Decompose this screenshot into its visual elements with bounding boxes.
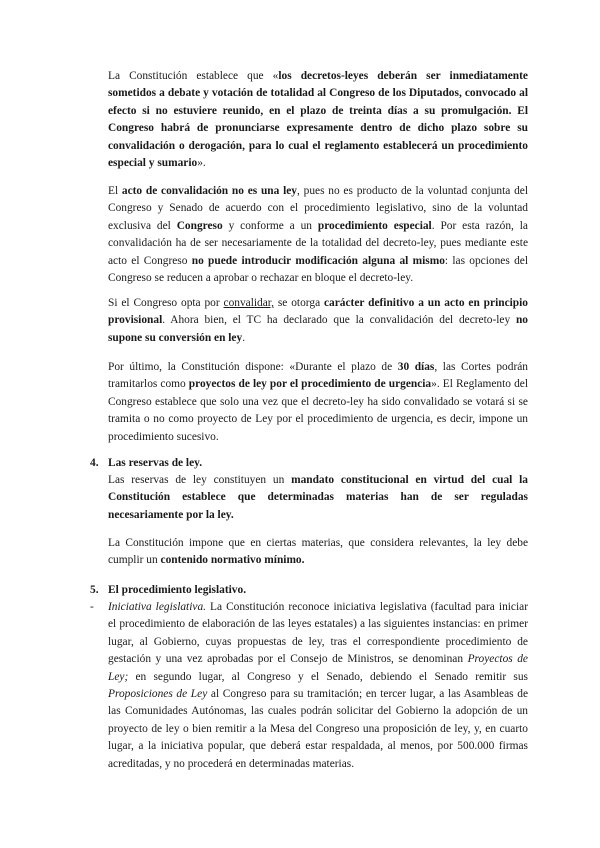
paragraph-reserva-ley: Las reservas de ley constituyen un mandato constitucional en virtud del cual la Constitución establece que determinadas materias han de ser reguladas necesariamente por la ley. bbox=[108, 474, 529, 521]
paragraph-urgency-procedure: Por último, la Constitución dispone: «Durante el plazo de 30 días, las Cortes podrán tramitarlos como proyectos de ley por el procedimiento de urgencia». El Reglamento del Congreso establece que solo una vez que el decreto-ley ha sido convalidado se votará si se tramita o no como proyecto de Ley por el procedimiento de urgencia, es decir, impone un procedimiento sucesivo. bbox=[108, 361, 528, 443]
paragraph-convalidation-act: El acto de convalidación no es una ley, pues no es producto de la voluntad conjunta del Congreso y Senado de acuerdo con el procedimiento legislativo, sino de la voluntad exclusiva del Congreso y conforme a un procedimiento especial. Por esta razón, la convalidación ha de ser necesariamente de la totalidad del decreto-ley, pues mediante este acto el Congreso no puede introducir modificación alguna al mismo: las opciones del Congreso se reducen a aprobar o rechazar en bloque el decreto-ley. bbox=[108, 185, 528, 285]
section-heading-4: 4. Las reservas de ley. bbox=[90, 457, 203, 469]
list-bullet: - bbox=[90, 601, 94, 613]
paragraph-iniciativa-legislativa: Iniciativa legislativa. La Constitución reconoce iniciativa legislativa (facultad para iniciar el procedimiento de elaboración de las leyes estatales) a las siguientes instancias: en primer lugar, al Gobierno, cuyas propuestas de ley, tras el correspondiente procedimiento de gestación y una vez aprobadas por el Consejo de Ministros, se denominan Proyectos de Ley; en segundo lugar, al Congreso y el Senado, debiendo el Senado remitir sus Proposiciones de Ley al Congreso para su tramitación; en tercer lugar, a las Asambleas de las Comunidades Autónomas, las cuales podrán solicitar del Gobierno la adopción de un proyecto de ley o bien remitir a la Mesa del Congreso una proposición de ley, y, en cuarto lugar, a la iniciativa popular, que deberá estar respaldada, al menos, por 500.000 firmas acreditadas, y no procederá en determinadas materias. bbox=[108, 601, 528, 770]
paragraph-contenido-minimo: La Constitución impone que en ciertas materias, que considera relevantes, la ley debe cumplir un contenido normativo mínimo. bbox=[108, 537, 528, 567]
paragraph-constitution-decree-laws: La Constitución establece que «los decretos-leyes deberán ser inmediatamente sometidos a debate y votación de totalidad al Congreso de los Diputados, convocado al efecto si no estuviere reunido, en el plazo de treinta días a su promulgación. El Congreso habrá de pronunciarse expresamente dentro de dicho plazo sobre su convalidación o derogación, para lo cual el reglamento establecerá un procedimiento especial y sumario». bbox=[108, 70, 528, 170]
paragraph-convalidar: Si el Congreso opta por convalidar, se otorga carácter definitivo a un acto en principio provisional. Ahora bien, el TC ha declarado que la convalidación del decreto-ley no supone su conversión en ley. bbox=[108, 297, 528, 344]
section-heading-5: 5. El procedimiento legislativo. bbox=[90, 584, 247, 596]
